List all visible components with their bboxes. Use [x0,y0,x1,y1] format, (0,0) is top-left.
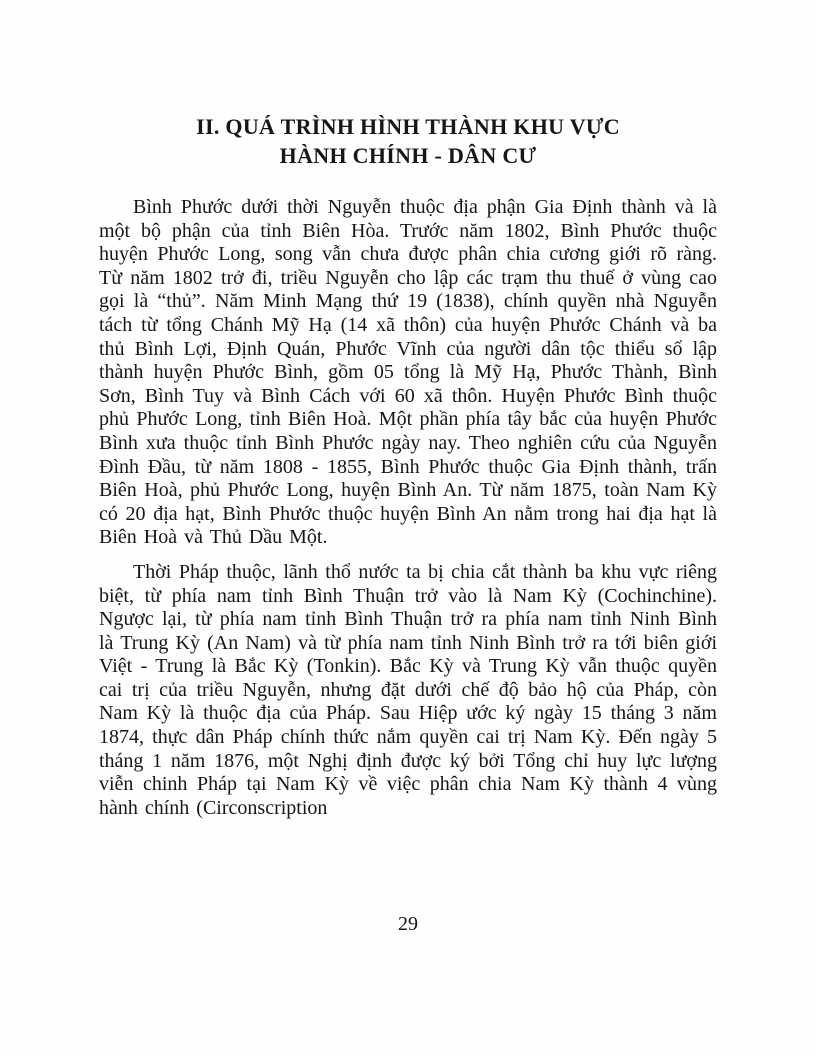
page-number: 29 [398,913,418,935]
paragraph-2: Thời Pháp thuộc, lãnh thổ nước ta bị chia cắt thành ba khu vực riêng biệt, từ phía nam tỉnh Bình Thuận trở vào là Nam Kỳ (Cochinchine). Ngược lại, từ phía nam tỉnh Bình Thuận trở ra phía nam tỉnh Ninh Bình là Trung Kỳ (An Nam) và từ phía nam tỉnh Ninh Bình trở ra tới biên giới Việt - Trung là Bắc Kỳ (Tonkin). Bắc Kỳ và Trung Kỳ vẫn thuộc quyền cai trị của triều Nguyễn, nhưng đặt dưới chế độ bảo hộ của Pháp, còn Nam Kỳ là thuộc địa của Pháp. Sau Hiệp ước ký ngày 15 tháng 3 năm 1874, thực dân Pháp chính thức nắm quyền cai trị Nam Kỳ. Đến ngày 5 tháng 1 năm 1876, một Nghị định được ký bởi Tổng chỉ huy lực lượng viễn chinh Pháp tại Nam Kỳ về việc phân chia Nam Kỳ thành 4 vùng hành chính (Circonscription [99,560,717,819]
section-title-line-2: HÀNH CHÍNH - DÂN CƯ [279,143,537,168]
text-block [99,112,717,831]
section-title [99,112,717,170]
paragraph-1: Bình Phước dưới thời Nguyễn thuộc địa phận Gia Định thành và là một bộ phận của tỉnh Biên Hòa. Trước năm 1802, Bình Phước thuộc huyện Phước Long, song vẫn chưa được phân chia cương giới rõ ràng. Từ năm 1802 trở đi, triều Nguyễn cho lập các trạm thu thuế ở vùng cao gọi là “thủ”. Năm Minh Mạng thứ 19 (1838), chính quyền nhà Nguyễn tách từ tổng Chánh Mỹ Hạ (14 xã thôn) của huyện Phước Chánh và ba thủ Bình Lợi, Định Quán, Phước Vĩnh của người dân tộc thiểu số lập thành huyện Phước Bình, gồm 05 tổng là Mỹ Hạ, Phước Thành, Bình Sơn, Bình Tuy và Bình Cách với 60 xã thôn. Huyện Phước Bình thuộc phủ Phước Long, tỉnh Biên Hoà. Một phần phía tây bắc của huyện Phước Bình xưa thuộc tỉnh Bình Phước ngày nay. Theo nghiên cứu của Nguyễn Đình Đầu, từ năm 1808 - 1855, Bình Phước thuộc Gia Định thành, trấn Biên Hoà, phủ Phước Long, huyện Bình An. Từ năm 1875, toàn Nam Kỳ có 20 địa hạt, Bình Phước thuộc huyện Bình An nằm trong hai địa hạt là Biên Hoà và Thủ Dầu Một. [99,196,717,549]
section-title-line-1: II. QUÁ TRÌNH HÌNH THÀNH KHU VỰC [196,114,620,139]
